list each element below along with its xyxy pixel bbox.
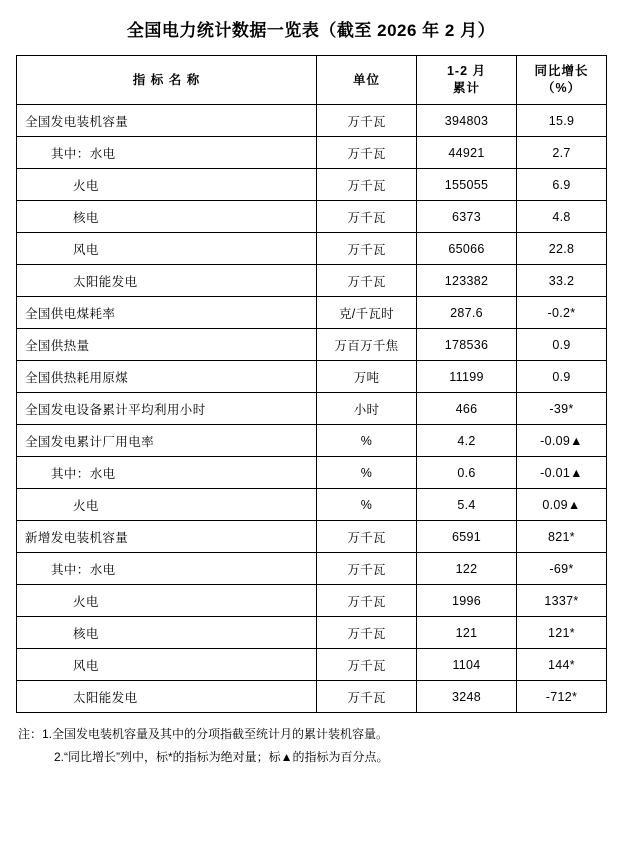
cell-unit: 万千瓦	[317, 553, 417, 585]
page-title: 全国电力统计数据一览表（截至 2026 年 2 月）	[126, 21, 496, 40]
cell-cumulative-value: 178536	[417, 329, 517, 361]
cell-yoy-growth: 6.9	[517, 169, 607, 201]
note-line-1: 注：1.全国发电装机容量及其中的分项指截至统计月的累计装机容量。	[18, 727, 389, 741]
cell-cumulative-value: 4.2	[417, 425, 517, 457]
cell-indicator-name: 太阳能发电	[17, 681, 317, 713]
cell-yoy-growth: -712*	[517, 681, 607, 713]
cell-cumulative-value: 65066	[417, 233, 517, 265]
table-row	[17, 105, 607, 137]
cell-indicator-name: 火电	[17, 489, 317, 521]
cell-indicator-name: 全国供热耗用原煤	[17, 361, 317, 393]
table-body	[17, 105, 607, 713]
cell-unit: 万千瓦	[317, 681, 417, 713]
cell-indicator-name: 全国供电煤耗率	[17, 297, 317, 329]
column-header-cumulative-line2: 累计	[452, 81, 480, 95]
cell-yoy-growth: 0.09▲	[517, 489, 607, 521]
cell-cumulative-value: 44921	[417, 137, 517, 169]
cell-yoy-growth: 1337*	[517, 585, 607, 617]
cell-unit: 克/千瓦时	[317, 297, 417, 329]
cell-indicator-name: 全国发电装机容量	[17, 105, 317, 137]
cell-cumulative-value: 123382	[417, 265, 517, 297]
table-row	[17, 553, 607, 585]
table-row	[17, 265, 607, 297]
cell-yoy-growth: 22.8	[517, 233, 607, 265]
cell-indicator-name: 其中：水电	[17, 137, 317, 169]
cell-indicator-name: 核电	[17, 201, 317, 233]
cell-unit: 万千瓦	[317, 649, 417, 681]
cell-cumulative-value: 287.6	[417, 297, 517, 329]
table-row	[17, 457, 607, 489]
cell-cumulative-value: 1996	[417, 585, 517, 617]
cell-unit: %	[317, 457, 417, 489]
cell-unit: 万千瓦	[317, 521, 417, 553]
cell-yoy-growth: 0.9	[517, 329, 607, 361]
cell-yoy-growth: 33.2	[517, 265, 607, 297]
table-row	[17, 617, 607, 649]
table-row	[17, 361, 607, 393]
cell-yoy-growth: 2.7	[517, 137, 607, 169]
cell-unit: %	[317, 425, 417, 457]
cell-indicator-name: 火电	[17, 585, 317, 617]
table-row	[17, 489, 607, 521]
table-notes	[16, 723, 606, 769]
cell-indicator-name: 火电	[17, 169, 317, 201]
cell-unit: 万千瓦	[317, 617, 417, 649]
cell-yoy-growth: 121*	[517, 617, 607, 649]
cell-indicator-name: 全国发电设备累计平均利用小时	[17, 393, 317, 425]
table-row	[17, 649, 607, 681]
cell-cumulative-value: 1104	[417, 649, 517, 681]
cell-unit: 万千瓦	[317, 137, 417, 169]
table-header	[17, 56, 607, 105]
cell-yoy-growth: 0.9	[517, 361, 607, 393]
cell-yoy-growth: -0.09▲	[517, 425, 607, 457]
cell-cumulative-value: 155055	[417, 169, 517, 201]
cell-yoy-growth: 144*	[517, 649, 607, 681]
cell-unit: 小时	[317, 393, 417, 425]
cell-yoy-growth: -39*	[517, 393, 607, 425]
table-row	[17, 201, 607, 233]
table-row	[17, 297, 607, 329]
cell-unit: 万百万千焦	[317, 329, 417, 361]
cell-unit: 万千瓦	[317, 265, 417, 297]
column-header-cumulative-line1: 1-2 月	[446, 64, 487, 79]
cell-unit: 万千瓦	[317, 233, 417, 265]
power-statistics-table	[16, 55, 607, 713]
table-row	[17, 681, 607, 713]
cell-indicator-name: 全国发电累计厂用电率	[17, 425, 317, 457]
cell-yoy-growth: -0.01▲	[517, 457, 607, 489]
cell-indicator-name: 风电	[17, 233, 317, 265]
note-line-2: 2.“同比增长”列中，标*的指标为绝对量；标▲的指标为百分点。	[54, 749, 389, 764]
cell-yoy-growth: 15.9	[517, 105, 607, 137]
table-header-row	[17, 56, 607, 105]
table-row	[17, 393, 607, 425]
column-header-yoy-line2: （%）	[541, 81, 582, 95]
cell-cumulative-value: 121	[417, 617, 517, 649]
table-row	[17, 137, 607, 169]
cell-yoy-growth: -69*	[517, 553, 607, 585]
cell-cumulative-value: 0.6	[417, 457, 517, 489]
cell-cumulative-value: 6373	[417, 201, 517, 233]
cell-cumulative-value: 122	[417, 553, 517, 585]
cell-indicator-name: 太阳能发电	[17, 265, 317, 297]
cell-yoy-growth: 821*	[517, 521, 607, 553]
column-header-indicator-name: 指 标 名 称	[17, 56, 317, 105]
table-row	[17, 521, 607, 553]
cell-unit: 万千瓦	[317, 169, 417, 201]
cell-unit: 万吨	[317, 361, 417, 393]
cell-cumulative-value: 3248	[417, 681, 517, 713]
cell-indicator-name: 风电	[17, 649, 317, 681]
column-header-unit: 单位	[317, 56, 417, 105]
cell-indicator-name: 核电	[17, 617, 317, 649]
cell-yoy-growth: -0.2*	[517, 297, 607, 329]
cell-cumulative-value: 6591	[417, 521, 517, 553]
table-row	[17, 329, 607, 361]
column-header-yoy-growth	[517, 56, 607, 105]
cell-unit: 万千瓦	[317, 105, 417, 137]
cell-yoy-growth: 4.8	[517, 201, 607, 233]
table-row	[17, 169, 607, 201]
cell-indicator-name: 全国供热量	[17, 329, 317, 361]
cell-indicator-name: 其中：水电	[17, 457, 317, 489]
table-row	[17, 425, 607, 457]
cell-unit: 万千瓦	[317, 585, 417, 617]
cell-cumulative-value: 394803	[417, 105, 517, 137]
cell-cumulative-value: 466	[417, 393, 517, 425]
table-row	[17, 233, 607, 265]
cell-unit: 万千瓦	[317, 201, 417, 233]
column-header-cumulative-value	[417, 56, 517, 105]
cell-unit: %	[317, 489, 417, 521]
table-row	[17, 585, 607, 617]
cell-cumulative-value: 5.4	[417, 489, 517, 521]
column-header-yoy-line1: 同比增长	[534, 64, 589, 79]
cell-indicator-name: 其中：水电	[17, 553, 317, 585]
cell-indicator-name: 新增发电装机容量	[17, 521, 317, 553]
cell-cumulative-value: 11199	[417, 361, 517, 393]
